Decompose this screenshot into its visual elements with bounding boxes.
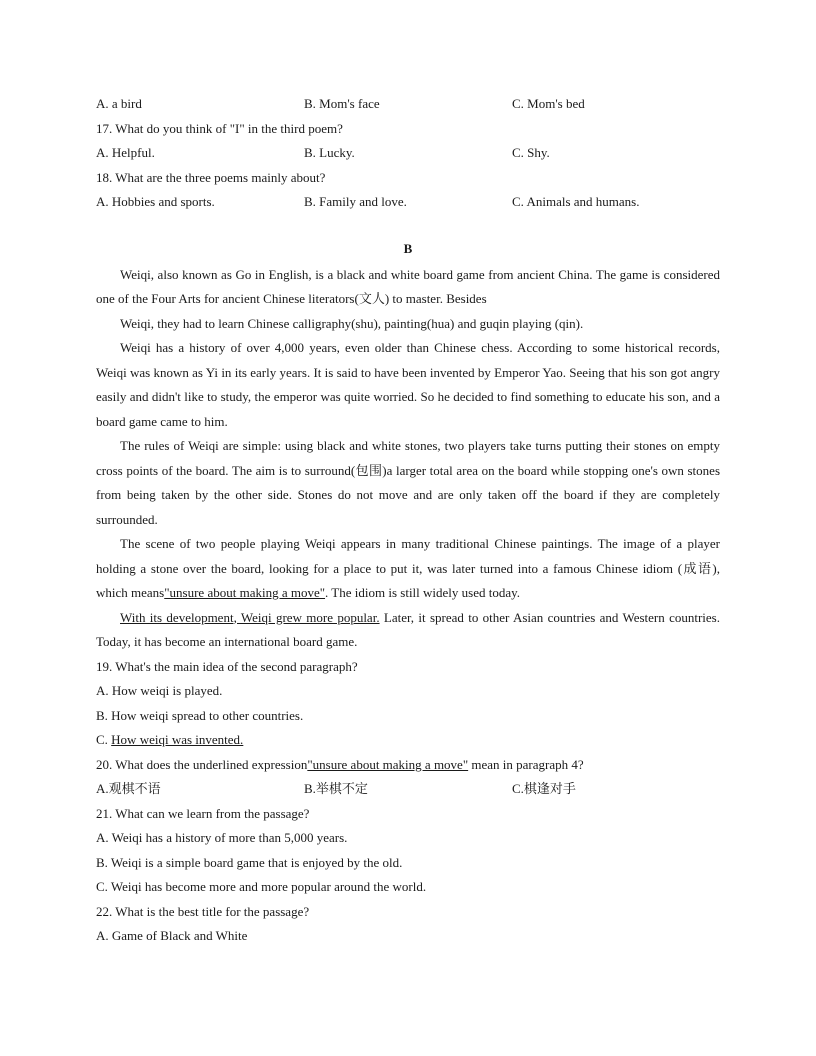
exam-page bbox=[96, 92, 720, 949]
paragraph-4-text: The scene of two people playing Weiqi appears in many traditional Chinese paintings. The image of a player holding a stone over the board, looking for a place to put it, was later turned into a famous Chinese idiom (成语), which means bbox=[96, 536, 720, 600]
q18-option-c: C. Animals and humans. bbox=[512, 194, 640, 209]
q21-option-c: C. Weiqi has become more and more popular around the world. bbox=[96, 879, 427, 894]
q17-option-b: B. Lucky. bbox=[304, 145, 355, 160]
q16-option-c: C. Mom's bed bbox=[512, 96, 585, 111]
q20-option-b: B.举棋不定 bbox=[304, 781, 368, 796]
q19-question: 19. What's the main idea of the second paragraph? bbox=[96, 658, 358, 674]
q20-option-a: A.观棋不语 bbox=[96, 781, 161, 796]
paragraph-5-tail: Later, it spread to other Asian countries and Western countries. Today, it has become an international board game. bbox=[96, 609, 720, 649]
passage-paragraph-5 bbox=[96, 606, 720, 655]
passage-paragraph-1: Weiqi, also known as Go in English, is a black and white board game from ancient China. The game is considered one of the Four Arts for ancient Chinese literators(文人) to master. Besides bbox=[96, 266, 720, 306]
q18-options bbox=[96, 190, 720, 215]
q20-question-start: 20. What does the underlined expression bbox=[96, 756, 308, 772]
q18-question: 18. What are the three poems mainly about? bbox=[96, 169, 326, 185]
q16-option-b: B. Mom's face bbox=[304, 96, 380, 111]
q20-question-end: mean in paragraph 4? bbox=[468, 756, 584, 772]
passage-paragraph-3: The rules of Weiqi are simple: using black and white stones, two players take turns putting their stones on empty cross points of the board. The aim is to surround(包围)a larger total area on the board while stopping one's own stones from being taken by the other side. Stones do not move and are only taken off the board if they are completely surrounded. bbox=[96, 438, 720, 527]
q19-option-c-prefix: C. bbox=[96, 732, 112, 747]
underlined-sentence: With its development, Weiqi grew more popular. bbox=[120, 609, 380, 625]
q19-option-a: A. How weiqi is played. bbox=[96, 683, 223, 698]
q17-option-a: A. Helpful. bbox=[96, 145, 155, 160]
q18-option-b: B. Family and love. bbox=[304, 194, 407, 209]
section-b-heading: B bbox=[403, 240, 413, 256]
q17-options bbox=[96, 141, 720, 166]
q20-option-c: C.棋逢对手 bbox=[512, 781, 576, 796]
q22-option-a: A. Game of Black and White bbox=[96, 928, 248, 943]
q16-option-a: A. a bird bbox=[96, 96, 142, 111]
passage-paragraph-2: Weiqi has a history of over 4,000 years, even older than Chinese chess. According to some historical records, Weiqi was known as Yi in its early years. It is said to have been invented by Emperor Yao. Seeing that his son got angry easily and didn't like to study, the emperor was quite worried. So he decided to find something to educate his son, and a board game came to him. bbox=[96, 340, 720, 429]
paragraph-4-tail: . The idiom is still widely used today. bbox=[325, 585, 521, 600]
q20-question bbox=[96, 753, 720, 778]
q17-question: 17. What do you think of "I" in the third poem? bbox=[96, 120, 343, 136]
q20-underlined-expression: "unsure about making a move" bbox=[307, 756, 469, 772]
q21-option-b: B. Weiqi is a simple board game that is enjoyed by the old. bbox=[96, 854, 403, 870]
q19-option-b: B. How weiqi spread to other countries. bbox=[96, 707, 304, 723]
q19-option-c-text: How weiqi was invented. bbox=[111, 732, 244, 747]
q17-option-c: C. Shy. bbox=[512, 145, 550, 160]
q20-options bbox=[96, 777, 720, 802]
q22-question: 22. What is the best title for the passage? bbox=[96, 903, 310, 919]
q19-option-c bbox=[96, 728, 720, 753]
q18-option-a: A. Hobbies and sports. bbox=[96, 194, 215, 209]
q21-question: 21. What can we learn from the passage? bbox=[96, 805, 310, 821]
q16-options bbox=[96, 92, 720, 117]
q21-option-a: A. Weiqi has a history of more than 5,000 years. bbox=[96, 830, 348, 845]
passage-paragraph-4 bbox=[96, 532, 720, 606]
passage-paragraph-1-continued: Weiqi, they had to learn Chinese calligraphy(shu), painting(hua) and guqin playing (qin). bbox=[120, 315, 584, 331]
underlined-expression: "unsure about making a move" bbox=[164, 585, 326, 600]
